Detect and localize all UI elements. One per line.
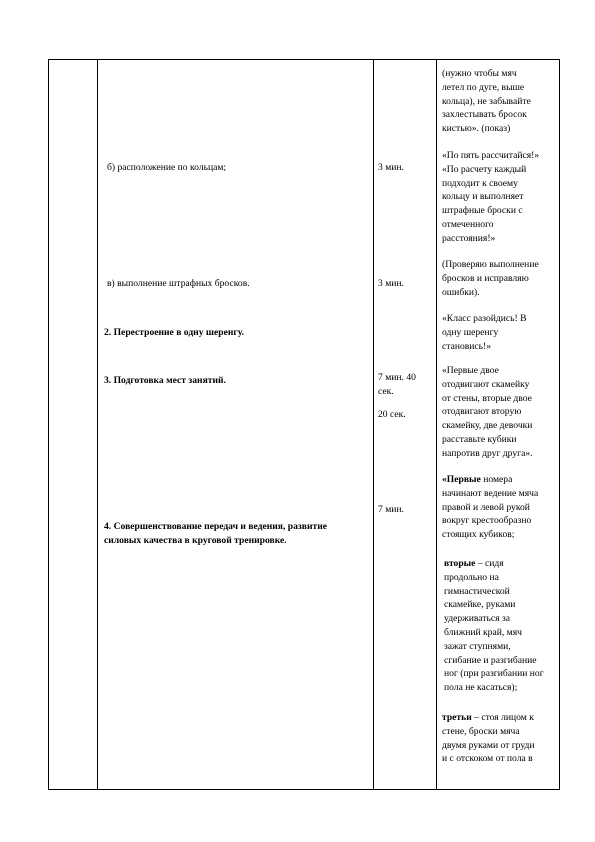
note-count-off xyxy=(442,149,556,246)
note-line: стене, броски мяча xyxy=(442,725,520,737)
row-b-time: 3 мин. xyxy=(378,162,404,173)
note-line: кольца), не забывайте xyxy=(442,95,531,107)
note-line: (Проверяю выполнение xyxy=(442,259,539,270)
column-divider-2 xyxy=(373,59,374,790)
row-v-time: 3 мин. xyxy=(378,278,404,289)
row-4-label-line2: силовых качества в круговой тренировке. xyxy=(104,535,287,546)
note-text: номера xyxy=(480,474,513,485)
note-line: начинают ведение мяча xyxy=(442,487,539,499)
column-divider-3 xyxy=(436,59,437,790)
row-v-label: в) выполнение штрафных бросков. xyxy=(107,278,250,289)
note-line: кольцу и выполняет xyxy=(442,191,524,203)
note-line: «По пять рассчитайся!» xyxy=(442,150,540,161)
note-line: пола не касаться); xyxy=(444,682,518,694)
note-line: отмеченного xyxy=(442,218,494,230)
row-2-label: 2. Перестроение в одну шеренгу. xyxy=(104,327,244,338)
row-b-label: б) расположение по кольцам; xyxy=(107,162,227,173)
note-line: ошибки). xyxy=(442,286,480,298)
note-line: зажат ступнями, xyxy=(444,640,511,652)
note-line: скамейке, руками xyxy=(444,599,516,611)
note-line: «Первые двое xyxy=(442,365,499,376)
row-4-time: 7 мин. xyxy=(378,504,404,515)
note-line: штрафные броски с xyxy=(442,205,523,217)
note-line: летел по дуге, выше xyxy=(442,81,525,93)
note-line: отодвигают вторую xyxy=(442,406,522,418)
note-second-numbers xyxy=(444,557,558,695)
note-line: «По расчету каждый xyxy=(442,163,527,175)
row-3-time-line1: 7 мин. 40 xyxy=(378,372,416,383)
note-text: – стоя лицом к xyxy=(471,712,534,723)
note-first-numbers xyxy=(442,473,556,542)
note-line: удерживаться за xyxy=(444,613,510,625)
note-throw-technique xyxy=(442,67,556,136)
note-line: отодвигают скамейку xyxy=(442,378,530,390)
note-line: гимнастической xyxy=(444,585,510,597)
note-line: одну шеренгу xyxy=(442,326,499,338)
note-text: – сидя xyxy=(475,558,504,569)
note-prepare-places xyxy=(442,364,556,461)
note-line: продольно на xyxy=(444,571,499,583)
note-line: бросков и исправляю xyxy=(442,272,529,284)
note-bold-lead: «Первые xyxy=(442,474,481,485)
note-line: (нужно чтобы мяч xyxy=(442,68,517,79)
note-line: подходит к своему xyxy=(442,177,518,189)
column-divider-1 xyxy=(97,59,98,790)
note-line: ног (при разгибании ног xyxy=(444,668,544,680)
note-line: становись!» xyxy=(442,340,492,352)
note-line: расстояния!» xyxy=(442,232,496,244)
note-line: от стены, вторые двое xyxy=(442,392,532,404)
note-bold-lead: третьи xyxy=(442,712,472,723)
note-third-numbers xyxy=(442,711,556,766)
note-line: захлестывать бросок xyxy=(442,109,527,121)
note-line: ближний край, мяч xyxy=(444,626,522,638)
row-3-time-extra: 20 сек. xyxy=(378,409,406,420)
row-3-time-line2: сек. xyxy=(378,386,394,397)
note-line-up xyxy=(442,312,556,353)
note-line xyxy=(444,557,558,571)
row-3-label: 3. Подготовка мест занятий. xyxy=(104,375,226,386)
note-line: расставьте кубики xyxy=(442,433,517,445)
note-line xyxy=(442,711,556,725)
note-bold-lead: вторые xyxy=(444,558,476,569)
note-check-throws xyxy=(442,258,556,299)
note-line: напротив друг друга». xyxy=(442,447,533,459)
note-line: вокруг крестообразно xyxy=(442,515,532,527)
note-line: кистью». (показ) xyxy=(442,123,511,135)
note-line: «Класс разойдись! В xyxy=(442,313,527,324)
note-line xyxy=(442,473,556,487)
note-line: двумя руками от груди xyxy=(442,739,535,751)
note-line: и с отскоком от пола в xyxy=(442,753,533,765)
note-line: стоящих кубиков; xyxy=(442,529,515,541)
note-line: скамейку, две девочки xyxy=(442,420,533,432)
note-line: правой и левой рукой xyxy=(442,501,530,513)
note-line: сгибание и разгибание xyxy=(444,654,537,666)
row-4-label-line1: 4. Совершенствование передач и ведения, развитие xyxy=(104,521,327,532)
